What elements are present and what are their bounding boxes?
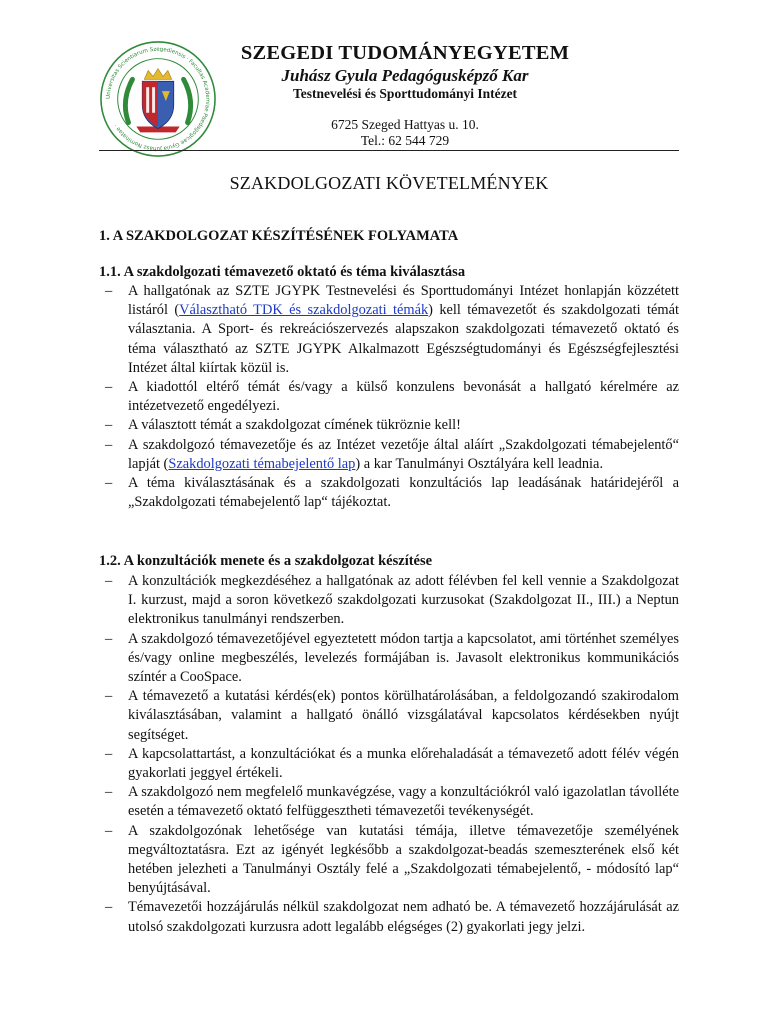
subsection-heading-1-2: 1.2. A konzultációk menete és a szakdolgozat készítése xyxy=(99,553,433,569)
item-text: ) kell témavezetőt és szakdolgozati témát választania. A Sport- és rekreációszervezés alapszakon szakdolgozati témavezető oktató és téma választható az SZTE JGYPK Alkalmazott Egészségtudományi és Egészségfejlesztési Intézet által kiírtak közül is. xyxy=(128,302,679,376)
list-item xyxy=(99,898,679,936)
subsection-heading-1-1: 1.1. A szakdolgozati témavezető oktató és téma kiválasztása xyxy=(99,264,466,280)
institute-name: Testnevelési és Sporttudományi Intézet xyxy=(292,86,518,101)
list-item xyxy=(99,745,679,783)
item-text: A téma kiválasztásának és a szakdolgozati konzultációs lap leadásának határidejéről a „Szakdolgozati témabejelentő lap“ tájékoztat. xyxy=(128,475,679,511)
dash-bullet: – xyxy=(105,630,113,647)
list-item xyxy=(99,436,679,474)
list-item xyxy=(99,416,679,435)
university-seal-logo xyxy=(99,40,217,158)
dash-bullet: – xyxy=(105,573,113,589)
university-name: SZEGEDI TUDOMÁNYEGYETEM xyxy=(240,42,570,64)
topics-link[interactable]: Választható TDK és szakdolgozati témák xyxy=(179,302,429,319)
dash-bullet: – xyxy=(105,436,113,453)
item-text: A szakdolgozó nem megfelelő munkavégzése, vagy a konzultációkról való igazolatlan távolléte esetén a témavezető oktató felfüggesztheti témavezetői tevékenységét. xyxy=(128,784,679,820)
item-text: A kiadottól eltérő témát és/vagy a külső konzulens bevonását a hallgató kérelmére az intézetvezető engedélyezi. xyxy=(128,379,679,415)
item-text: Témavezetői hozzájárulás nélkül szakdolgozat nem adható be. A témavezető hozzájárulását az utolsó szakdolgozati kurzusra adott legalább elégséges (2) gyakorlati jegy jelzi. xyxy=(128,899,679,935)
dash-bullet: – xyxy=(105,822,113,839)
item-text: A szakdolgozó témavezetője és az Intézet vezetője által aláírt „Szakdolgozati témabejelentő“ lapját ( xyxy=(128,436,679,472)
svg-text:Universitas Scientiarum Szeged: Universitas Scientiarum Szegediensis · Facultas Academiae Paedagogicae Gyula Juhász Nominatae · xyxy=(105,46,211,152)
address: 6725 Szeged Hattyas u. 10. xyxy=(331,117,479,132)
topic-form-link[interactable]: Szakdolgozati témabejelentő lap xyxy=(168,455,356,472)
item-text: A kapcsolattartást, a konzultációkat és a munka előrehaladását a témavezető adott félév végén gyakorlati jeggyel értékeli. xyxy=(128,745,679,782)
list-item xyxy=(99,282,679,378)
item-text: A választott témát a szakdolgozat címének tükröznie kell! xyxy=(128,417,461,434)
list-item xyxy=(99,572,679,630)
dash-bullet: – xyxy=(105,417,113,434)
dash-bullet: – xyxy=(105,745,113,762)
section-heading-1: 1. A SZAKDOLGOZAT KÉSZÍTÉSÉNEK FOLYAMATA xyxy=(99,228,459,244)
list-item xyxy=(99,783,679,821)
header-divider xyxy=(99,150,679,151)
subsection-1-2-list xyxy=(99,572,679,937)
dash-bullet: – xyxy=(105,784,113,801)
item-text: A konzultációk megkezdéséhez a hallgatónak az adott félévben fel kell vennie a Szakdolgozat I. kurzust, majd a soron következő szakdolgozati kurzusokat (Szakdolgozat II., III.) a Neptun elektronikus tanulmányi rendszerben. xyxy=(128,573,679,628)
subsection-1-1-list xyxy=(99,282,679,512)
list-item xyxy=(99,630,679,688)
dash-bullet: – xyxy=(105,283,113,299)
dash-bullet: – xyxy=(105,899,113,916)
item-text: A szakdolgozó témavezetőjével egyeztetett módon tartja a kapcsolatot, ami történhet személyes és/vagy online megbeszélés, levelezés formájában is. Javasolt elektronikus kommunikációs színtér a CooSpace. xyxy=(128,630,679,686)
list-item xyxy=(99,378,679,416)
list-item xyxy=(99,687,679,745)
item-text: A hallgatónak az SZTE JGYPK Testnevelési és Sporttudományi Intézet honlapján közzétett listáról ( xyxy=(128,283,679,319)
dash-bullet: – xyxy=(105,475,113,492)
item-text: A témavezető a kutatási kérdés(ek) pontos körülhatárolásában, a feldolgozandó szakirodalom kiválasztásában, valamint a hallgató önálló vizsgálatával kapcsolatos kérdésekben nyújt segítséget. xyxy=(128,688,679,743)
item-text: A szakdolgozónak lehetősége van kutatási témája, illetve témavezetője személyének megváltoztatásra. Ezt az igényét legkésőbb a szakdolgozat-beadás szemeszterének első két hetében jelezheti a Tanulmányi Osztály felé a „Szakdolgozati témabejelentő, - módosító lap“ benyújtásával. xyxy=(128,822,679,897)
document-title: SZAKDOLGOZATI KÖVETELMÉNYEK xyxy=(229,173,549,193)
dash-bullet: – xyxy=(105,688,113,705)
faculty-name: Juhász Gyula Pedagógusképző Kar xyxy=(281,66,529,85)
phone: Tel.: 62 544 729 xyxy=(360,133,450,148)
list-item xyxy=(99,474,679,512)
item-text: ) a kar Tanulmányi Osztályára kell leadnia. xyxy=(355,455,604,472)
dash-bullet: – xyxy=(105,379,113,396)
list-item xyxy=(99,822,679,899)
